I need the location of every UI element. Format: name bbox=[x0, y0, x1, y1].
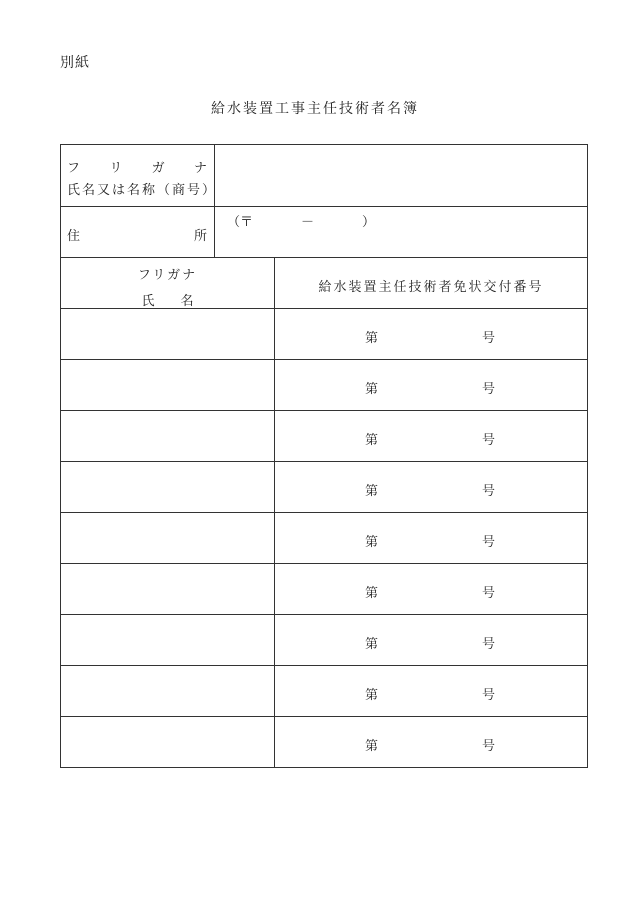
table-row-name-cell[interactable] bbox=[60, 359, 275, 411]
table-row-name-cell[interactable] bbox=[60, 512, 275, 564]
license-number-line bbox=[365, 378, 495, 397]
furigana-header: フリガナ bbox=[137, 268, 198, 283]
license-number-suffix: 号 bbox=[481, 382, 495, 397]
applicant-name-field[interactable] bbox=[214, 144, 588, 207]
license-number-line bbox=[365, 429, 495, 448]
applicant-name-label-cell bbox=[60, 144, 218, 207]
license-number-line bbox=[365, 531, 495, 550]
license-number-prefix: 第 bbox=[365, 688, 379, 703]
table-row-license-cell[interactable] bbox=[274, 563, 588, 615]
license-number-suffix: 号 bbox=[481, 739, 495, 754]
address-label-cell bbox=[60, 206, 215, 258]
license-number-line bbox=[365, 480, 495, 499]
table-row-name-cell[interactable] bbox=[60, 716, 275, 768]
license-number-prefix: 第 bbox=[365, 382, 379, 397]
license-number-suffix: 号 bbox=[481, 586, 495, 601]
furigana-label: フ リ ガ ナ bbox=[67, 161, 207, 176]
name-label: 氏名又は名称（商号） bbox=[67, 183, 218, 198]
table-row-name-cell[interactable] bbox=[60, 308, 275, 360]
table-row-name-cell[interactable] bbox=[60, 614, 275, 666]
column-header-name bbox=[60, 257, 275, 309]
address-field[interactable] bbox=[214, 206, 588, 258]
license-number-header: 給水装置主任技術者免状交付番号 bbox=[318, 280, 544, 295]
table-row-name-cell[interactable] bbox=[60, 665, 275, 717]
table-row-name-cell[interactable] bbox=[60, 461, 275, 513]
license-number-prefix: 第 bbox=[365, 637, 379, 652]
table-row-name-cell[interactable] bbox=[60, 410, 275, 462]
license-number-line bbox=[365, 633, 495, 652]
postal-code-placeholder: （〒 － ） bbox=[227, 215, 375, 230]
license-number-suffix: 号 bbox=[481, 433, 495, 448]
table-row-license-cell[interactable] bbox=[274, 410, 588, 462]
table-row-license-cell[interactable] bbox=[274, 308, 588, 360]
table-row-license-cell[interactable] bbox=[274, 614, 588, 666]
table-row-license-cell[interactable] bbox=[274, 716, 588, 768]
license-number-line bbox=[365, 735, 495, 754]
column-header-license-number bbox=[274, 257, 588, 309]
table-row-license-cell[interactable] bbox=[274, 512, 588, 564]
license-number-prefix: 第 bbox=[365, 433, 379, 448]
attachment-label: 別紙 bbox=[60, 55, 90, 71]
table-row-license-cell[interactable] bbox=[274, 665, 588, 717]
license-number-line bbox=[365, 327, 495, 346]
license-number-suffix: 号 bbox=[481, 637, 495, 652]
license-number-suffix: 号 bbox=[481, 535, 495, 550]
table-row-license-cell[interactable] bbox=[274, 359, 588, 411]
license-number-prefix: 第 bbox=[365, 739, 379, 754]
license-number-suffix: 号 bbox=[481, 688, 495, 703]
license-number-suffix: 号 bbox=[481, 331, 495, 346]
table-row-license-cell[interactable] bbox=[274, 461, 588, 513]
license-number-line bbox=[365, 582, 495, 601]
address-label: 住 所 bbox=[67, 229, 207, 244]
document-title: 給水装置工事主任技術者名簿 bbox=[211, 101, 419, 117]
license-number-prefix: 第 bbox=[365, 331, 379, 346]
license-number-prefix: 第 bbox=[365, 484, 379, 499]
license-number-line bbox=[365, 684, 495, 703]
table-row-name-cell[interactable] bbox=[60, 563, 275, 615]
license-number-suffix: 号 bbox=[481, 484, 495, 499]
license-number-prefix: 第 bbox=[365, 535, 379, 550]
name-header: 氏 名 bbox=[141, 294, 194, 309]
license-number-prefix: 第 bbox=[365, 586, 379, 601]
